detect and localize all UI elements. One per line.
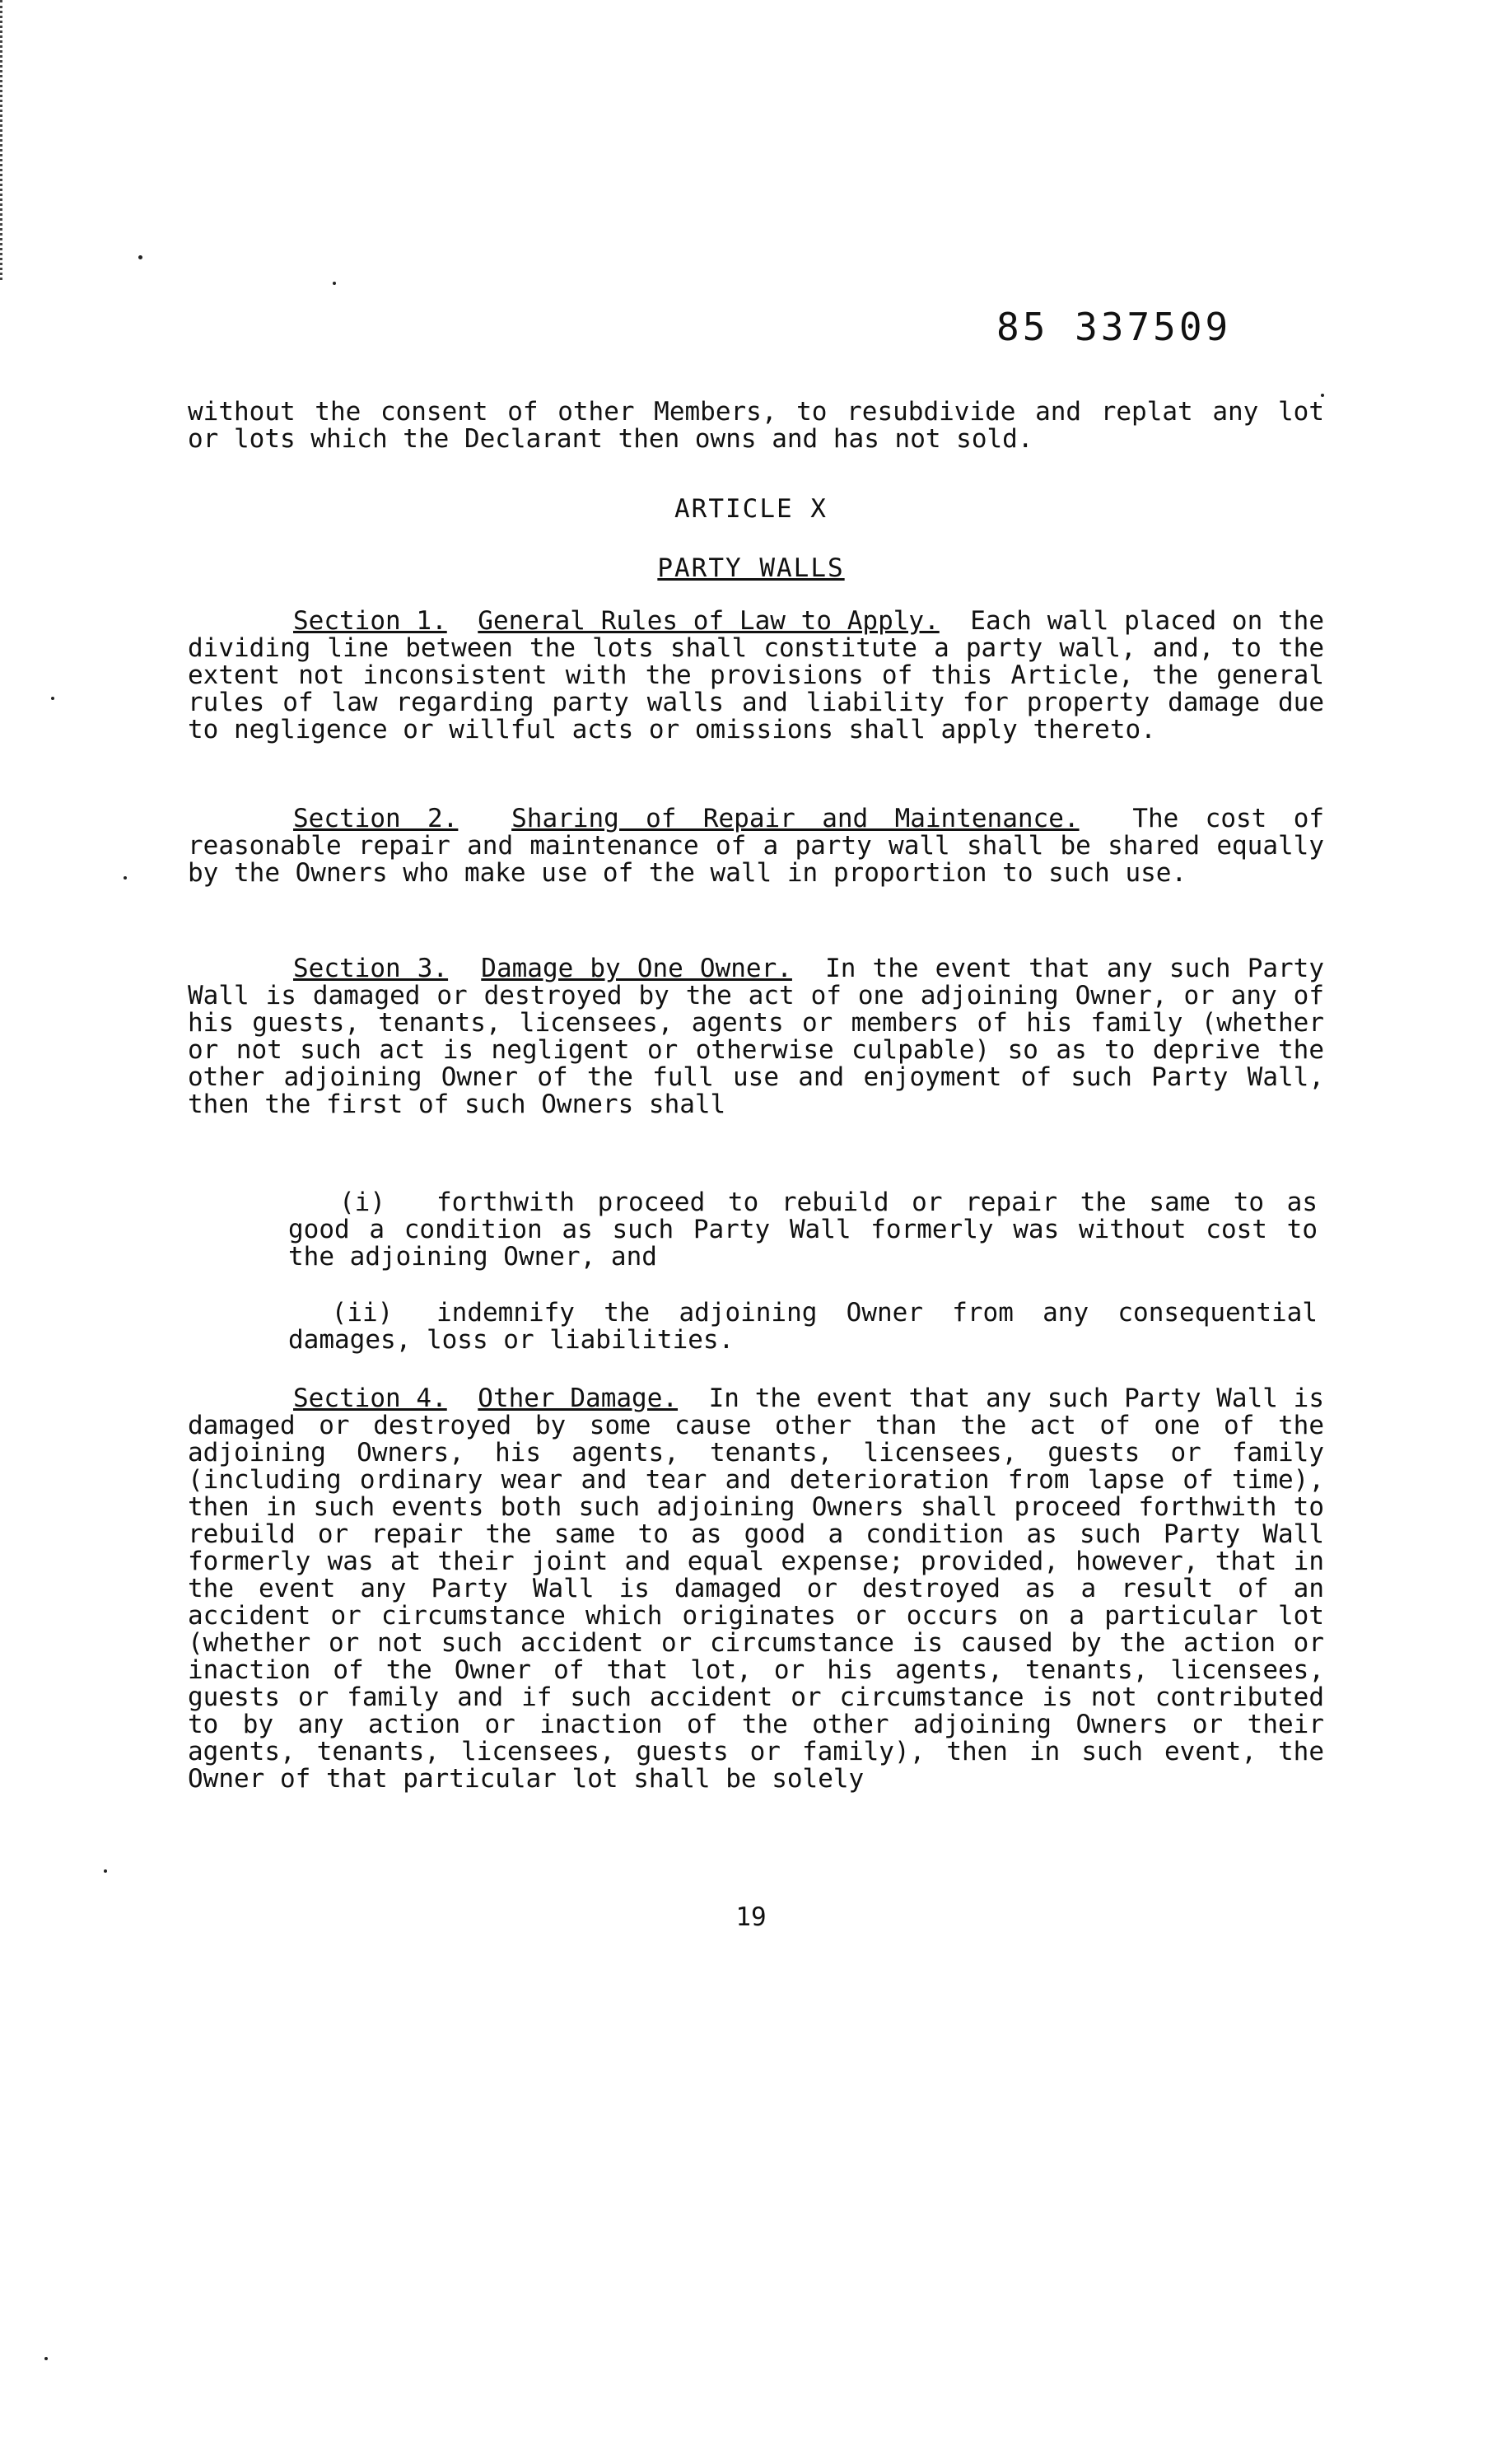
section-text: The cost of reasonable repair and maintenance of a party wall shall be shared equally by the Owners who make use of the wall in proportion to such use. <box>188 804 1325 888</box>
document-number: 85 337509 <box>996 305 1232 349</box>
clause-ii <box>288 1300 1318 1354</box>
section-text: In the event that any such Party Wall is damaged or destroyed by some cause other than the act of one of the adjoining Owners, his agents, tenants, licensees, guests or family (including ordinary wear and tear and deterioration from lapse of time), then in such events both such adjoining Owners shall proceed forthwith to rebuild or repair the same to as good a condition as such Party Wall formerly was at their joint and equal expense; provided, however, that in the event any Party Wall is damaged or destroyed as a result of an accident or circumstance which originates or occurs on a particular lot (whether or not such accident or circumstance is caused by the action or inaction of the Owner of that lot, or his agents, tenants, licensees, guests or family and if such accident or circumstance is not contributed to by any action or inaction of the other adjoining Owners or their agents, tenants, licensees, guests or family), then in such event, the Owner of that particular lot shall be solely <box>188 1384 1325 1794</box>
clause-text: indemnify the adjoining Owner from any consequential damages, loss or liabilities. <box>288 1298 1318 1355</box>
section-title: Damage by One Owner. <box>481 954 792 983</box>
article-heading: ARTICLE X <box>674 494 828 524</box>
section-1 <box>188 608 1324 744</box>
section-4 <box>188 1385 1324 1793</box>
section-label: Section 3. <box>293 954 449 983</box>
clause-i <box>288 1189 1318 1271</box>
page-number: 19 <box>735 1902 767 1932</box>
scan-speck <box>138 255 142 259</box>
clause-text: forthwith proceed to rebuild or repair the same to as good a condition as such Party Wall formerly was without cost to the adjoining Owner, and <box>288 1188 1318 1272</box>
scan-speck <box>44 2357 48 2360</box>
continuation-paragraph: without the consent of other Members, to resubdivide and replat any lot or lots which the Declarant then owns and has not sold. <box>188 397 1324 454</box>
section-text: In the event that any such Party Wall is damaged or destroyed by the act of one adjoining Owner, or any of his guests, tenants, licensees, agents or members of his family (whether or not such act is negligent or otherwise culpable) so as to deprive the other adjoining Owner of the full use and enjoyment of such Party Wall, then the first of such Owners shall <box>188 954 1325 1119</box>
scan-speck <box>124 876 127 880</box>
section-label: Section 4. <box>293 1384 447 1413</box>
clause-number: (ii) <box>331 1298 394 1328</box>
section-label: Section 1. <box>293 606 447 636</box>
section-text: Each wall placed on the dividing line between the lots shall constitute a party wall, and, to the extent not inconsistent with the provisions of this Article, the general rules of law regarding party walls and liability for property damage due to negligence or willful acts or omissions shall apply thereto. <box>188 606 1324 744</box>
article-title <box>0 553 1502 583</box>
article-title-text: PARTY WALLS <box>657 553 845 583</box>
scan-speck <box>333 282 336 285</box>
scan-speck <box>104 1869 107 1873</box>
section-title: Other Damage. <box>478 1384 679 1413</box>
section-title: Sharing of Repair and Maintenance. <box>511 804 1080 833</box>
section-2 <box>188 805 1324 887</box>
section-title: General Rules of Law to Apply. <box>478 606 940 636</box>
scan-edge-marks <box>0 0 6 280</box>
scan-speck <box>51 697 54 700</box>
section-3 <box>188 955 1324 1118</box>
clause-number: (i) <box>339 1188 385 1217</box>
section-label: Section 2. <box>293 804 459 833</box>
